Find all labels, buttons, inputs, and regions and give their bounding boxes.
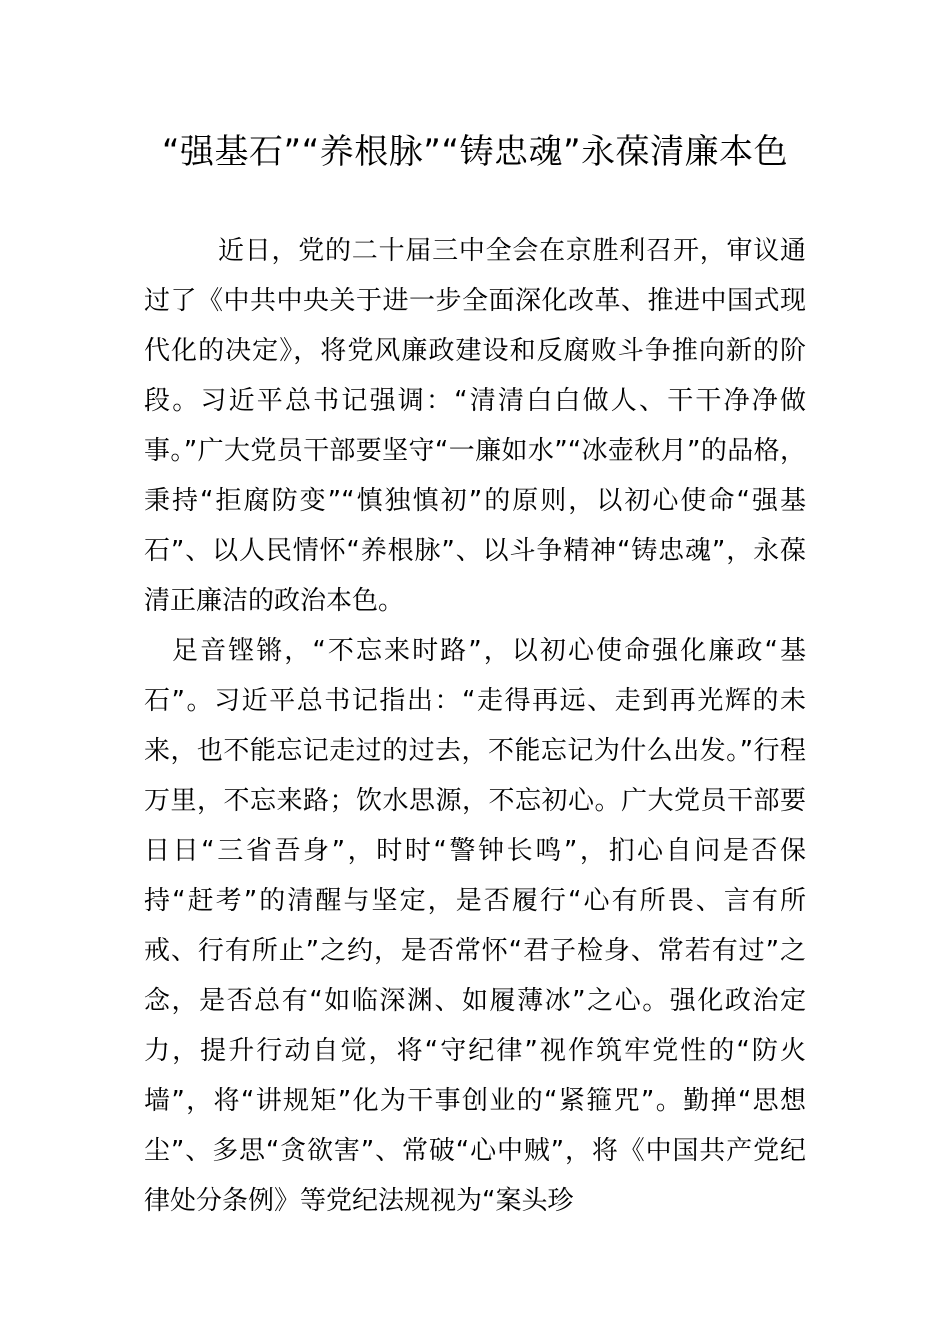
paragraph-foundation: 足音铿锵，“不忘来时路”，以初心使命强化廉政“基石”。习近平总书记指出：“走得再远、走到再光辉的未来，也不能忘记走过的过去，不能忘记为什么出发。”行程万里，不忘来路；饮水思源，不忘初心。广大党员干部要日日“三省吾身”，时时“警钟长鸣”，扪心自问是否保持“赶考”的清醒与坚定，是否履行“心有所畏、言有所戒、行有所止”之约，是否常怀“君子检身、常若有过”之念，是否总有“如临深渊、如履薄冰”之心。强化政治定力，提升行动自觉，将“守纪律”视作筑牢党性的“防火墙”，将“讲规矩”化为干事创业的“紧箍咒”。勤掸“思想尘”、多思“贪欲害”、常破“心中贼”，将《中国共产党纪律处分条例》等党纪法规视为“案头珍: [144, 636, 806, 1216]
document-title: “强基石”“养根脉”“铸忠魂”永葆清廉本色: [161, 132, 789, 172]
paragraph-intro: 近日，党的二十届三中全会在京胜利召开，审议通过了《中共中央关于进一步全面深化改革、推进中国式现代化的决定》，将党风廉政建设和反腐败斗争推向新的阶段。习近平总书记强调：“清清白白做人、干干净净做事。”广大党员干部要坚守“一廉如水”“冰壶秋月”的品格，秉持“拒腐防变”“慎独慎初”的原则，以初心使命“强基石”、以人民情怀“养根脉”、以斗争精神“铸忠魂”，永葆清正廉洁的政治本色。: [144, 236, 806, 616]
document-body: [144, 226, 806, 1226]
